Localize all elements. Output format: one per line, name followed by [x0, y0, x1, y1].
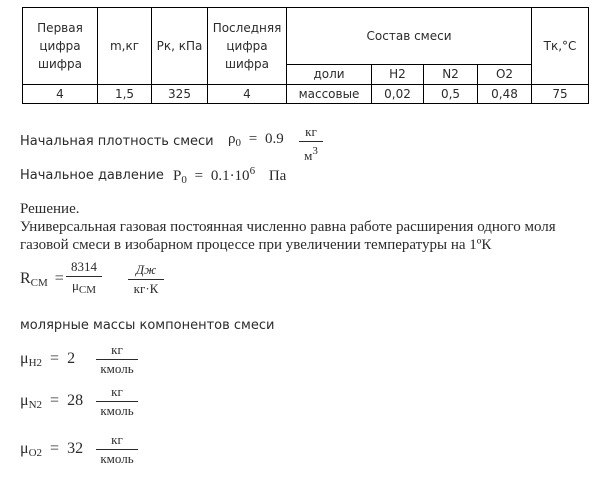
molar-n2-unit: кг кмоль: [96, 384, 138, 419]
cell-first-digit: 4: [23, 84, 98, 103]
solution-line-1: Универсальная газовая постоянная численно равна работе расширения одного моля: [20, 219, 556, 235]
header-o2: O2: [478, 64, 532, 84]
r-fraction: 8314 $\mu_{СМ}$: [66, 259, 102, 298]
molar-o2-unit: кг кмоль: [96, 432, 138, 467]
table-row: [23, 84, 589, 103]
density-value: 0.9: [264, 131, 284, 147]
header-h2: H2: [372, 64, 424, 84]
density-unit: кг $м^3$: [299, 124, 323, 164]
header-mass: m,кг: [98, 8, 152, 85]
pressure-value: 0.1·10: [210, 168, 250, 184]
header-first-digit: Первая цифра шифра: [23, 8, 98, 85]
pressure-unit: Па: [268, 168, 287, 184]
pressure-symbol: P: [173, 168, 182, 184]
molar-h2: $\mu_{H2} = 2$: [20, 350, 76, 369]
molar-n2: $\mu_{N2} = 28$: [20, 392, 84, 411]
header-last-digit: Последняя цифра шифра: [208, 8, 287, 85]
cell-n2: 0,5: [424, 84, 478, 103]
cell-pressure: 325: [152, 84, 208, 103]
molar-heading: молярные массы компонентов смеси: [20, 318, 275, 333]
solution-line-2: газовой смеси в изобарном процессе при увеличении температуры на 1ºК: [20, 237, 492, 253]
r-symbol: $R_{СМ}$ =: [20, 270, 64, 289]
density-symbol: ρ: [228, 131, 236, 147]
density-label: Начальная плотность смеси: [20, 134, 214, 149]
cell-temperature: 75: [532, 84, 589, 103]
cell-h2: 0,02: [372, 84, 424, 103]
header-n2: N2: [424, 64, 478, 84]
molar-o2: $\mu_{O2} = 32$: [20, 440, 84, 459]
molar-h2-unit: кг кмоль: [96, 342, 138, 377]
solution-heading: Решение.: [20, 201, 80, 217]
header-temperature: Tк,°С: [532, 8, 589, 85]
cell-last-digit: 4: [208, 84, 287, 103]
header-pressure: Pк, кПа: [152, 8, 208, 85]
cell-o2: 0,48: [478, 84, 532, 103]
parameters-table: [22, 7, 589, 104]
cell-fractions: массовые: [287, 84, 372, 103]
pressure-formula: $P_0 = 0.1\cdot 10^6$ Па: [173, 165, 287, 186]
density-formula: $\rho_0 = 0.9$: [228, 131, 284, 149]
header-composition: Состав смеси: [287, 8, 532, 65]
r-unit: Дж кг·К: [128, 262, 164, 297]
pressure-label: Начальное давление: [20, 168, 164, 183]
header-fractions: доли: [287, 64, 372, 84]
cell-mass: 1,5: [98, 84, 152, 103]
